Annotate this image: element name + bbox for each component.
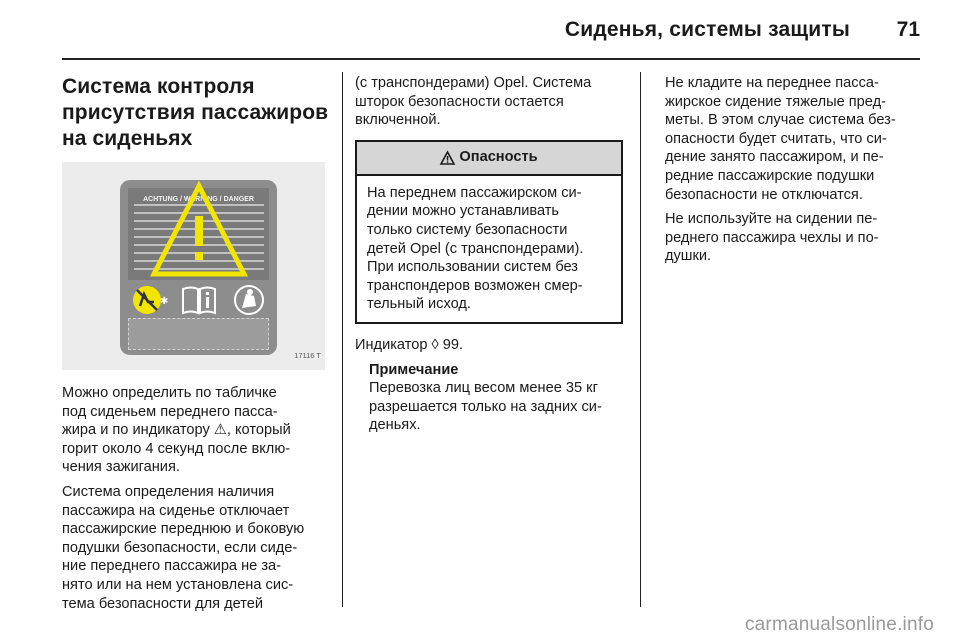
- danger-title: Опасность: [459, 149, 538, 166]
- manual-book-icon: [180, 284, 218, 316]
- danger-body: На переднем пассажирском си- дении можно устанавливать только систему безопасности детей Opel (с транспондерами). При использовании систем без транспондеров возможен смер- тельный исход.: [367, 184, 584, 313]
- paragraph: (с транспондерами) Opel. Система шторок безопасности остается включенной.: [355, 75, 592, 129]
- label-tear-strip: [128, 318, 269, 350]
- page-header: [62, 18, 920, 50]
- column-2: [355, 74, 623, 435]
- child-seat-icon: [230, 284, 268, 316]
- note: Примечание Перевозка лиц весом менее 35 кг разрешается только на задних си- деньях.: [355, 361, 623, 435]
- paragraph: Не кладите на переднее пасса- жирское сидение тяжелые пред- меты. В этом случае система без- опасности будет считать, что си- дение занято пассажиром, и пе- редние пассажирские подушки безопасности не отключатся.: [665, 75, 896, 203]
- svg-text:✱: ✱: [160, 296, 169, 307]
- paragraph: Не используйте на сидении пе- реднего пассажира чехлы и по- душки.: [665, 211, 879, 265]
- page-title: Сиденья, системы защиты: [564, 18, 850, 41]
- note-title: Примечание: [369, 361, 459, 378]
- paragraph: Система определения наличия пассажира на сиденье отключает пассажирские переднюю и боковую подушки безопасности, если сиде- ние переднего пассажира не за- нято или на нем установлена сис- тема безопасности для детей: [62, 483, 305, 612]
- figure-number: 17116 T: [294, 351, 321, 361]
- column-divider: [640, 72, 641, 607]
- column-3: [665, 74, 923, 272]
- page-number: 71: [896, 18, 920, 41]
- danger-heading: [357, 142, 621, 176]
- passenger-seat-label-figure: [62, 162, 325, 370]
- seat-warning-label: [120, 180, 277, 355]
- label-heading: ACHTUNG / WARNING / DANGER: [143, 196, 254, 203]
- warning-triangle-icon: [150, 182, 248, 278]
- section-title: Система контроля присутствия пассажиров на сиденьях: [62, 75, 329, 150]
- paragraph: Можно определить по табличке под сиденьем переднего пасса- жира и по индикатору ⚠, который горит около 4 секунд после вклю- чения зажигания.: [62, 385, 291, 476]
- indicator-reference[interactable]: Индикатор ◊ 99.: [355, 336, 464, 353]
- column-divider: [342, 72, 343, 607]
- child-seat-prohibited-icon: [130, 284, 168, 316]
- watermark: carmanualsonline.info: [744, 614, 934, 635]
- warning-triangle-icon: [440, 151, 455, 165]
- danger-box: [355, 140, 623, 324]
- header-rule: [62, 58, 920, 60]
- column-1: [62, 74, 330, 619]
